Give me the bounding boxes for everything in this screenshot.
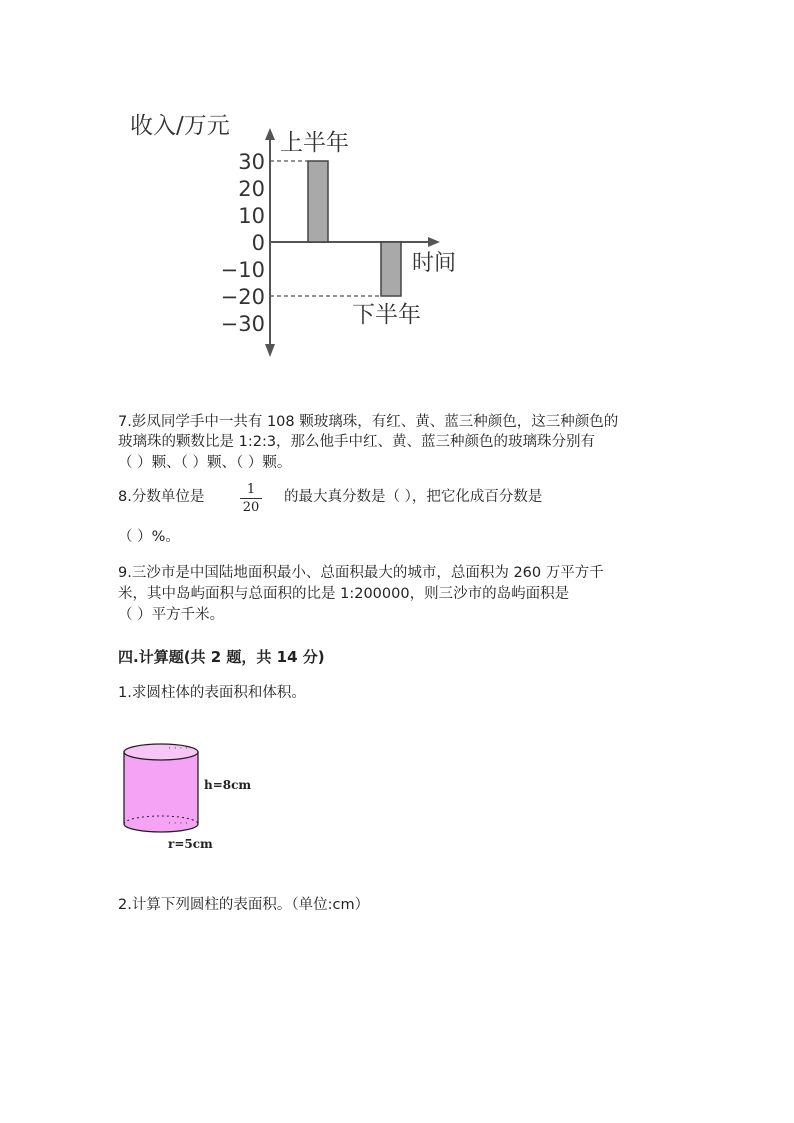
bar-2	[381, 242, 401, 296]
y-tick-label: −10	[220, 258, 265, 282]
bar-1	[308, 161, 328, 242]
section4-title: 四.计算题(共 2 题，共 14 分)	[118, 648, 325, 666]
q8-after-text: 的最大真分数是（ ），把它化成百分数是	[284, 489, 543, 505]
q8-before-text: 8.分数单位是	[118, 489, 205, 505]
y-tick-label: −30	[220, 312, 265, 336]
q7-line3: （ ）颗、（ ）颗、（ ）颗。	[118, 455, 292, 471]
top-dots: · · · ·	[168, 744, 189, 754]
x-axis-arrow	[428, 237, 440, 247]
q9-line1: 9.三沙市是中国陆地面积最小、总面积最大的城市，总面积为 260 万平方千	[118, 565, 604, 581]
y-tick-label: 10	[238, 204, 265, 228]
q8-line2: （ ）%。	[118, 529, 180, 545]
fraction-numerator: 1	[246, 482, 256, 497]
bottom-dots: · · · ·	[168, 819, 189, 829]
chart-group	[130, 113, 456, 357]
q8-fraction	[240, 482, 262, 515]
y-axis-arrow-down	[265, 344, 275, 357]
category-label-1: 上半年	[280, 130, 349, 156]
cylinder-figure	[110, 730, 270, 855]
fraction-denominator: 20	[242, 500, 260, 515]
fraction-bar	[240, 498, 262, 499]
radius-label: r=5cm	[168, 837, 213, 851]
x-axis-title: 时间	[412, 251, 457, 276]
q7-line2: 玻璃珠的颗数比是 1:2:3，那么他手中红、黄、蓝三种颜色的玻璃珠分别有	[118, 434, 596, 450]
y-tick-label: 30	[238, 150, 265, 174]
y-axis-title: 收入/万元	[130, 113, 230, 139]
height-label: h=8cm	[204, 778, 252, 792]
y-tick-label: 0	[251, 231, 265, 255]
y-tick-label: 20	[238, 177, 265, 201]
y-axis-arrow-up	[265, 128, 275, 140]
section4-q1: 1.求圆柱体的表面积和体积。	[118, 685, 306, 701]
category-label-2: 下半年	[352, 302, 421, 328]
q9-line2: 米，其中岛屿面积与总面积的比是 1:200000，则三沙市的岛屿面积是	[118, 586, 570, 602]
income-bar-chart	[0, 0, 794, 380]
q7-line1: 7.彭凤同学手中一共有 108 颗玻璃珠，有红、黄、蓝三种颜色，这三种颜色的	[118, 414, 619, 430]
section4-q2: 2.计算下列圆柱的表面积。（单位:cm）	[118, 897, 370, 913]
q9-line3: （ ）平方千米。	[118, 607, 225, 623]
y-tick-label: −20	[220, 285, 265, 309]
